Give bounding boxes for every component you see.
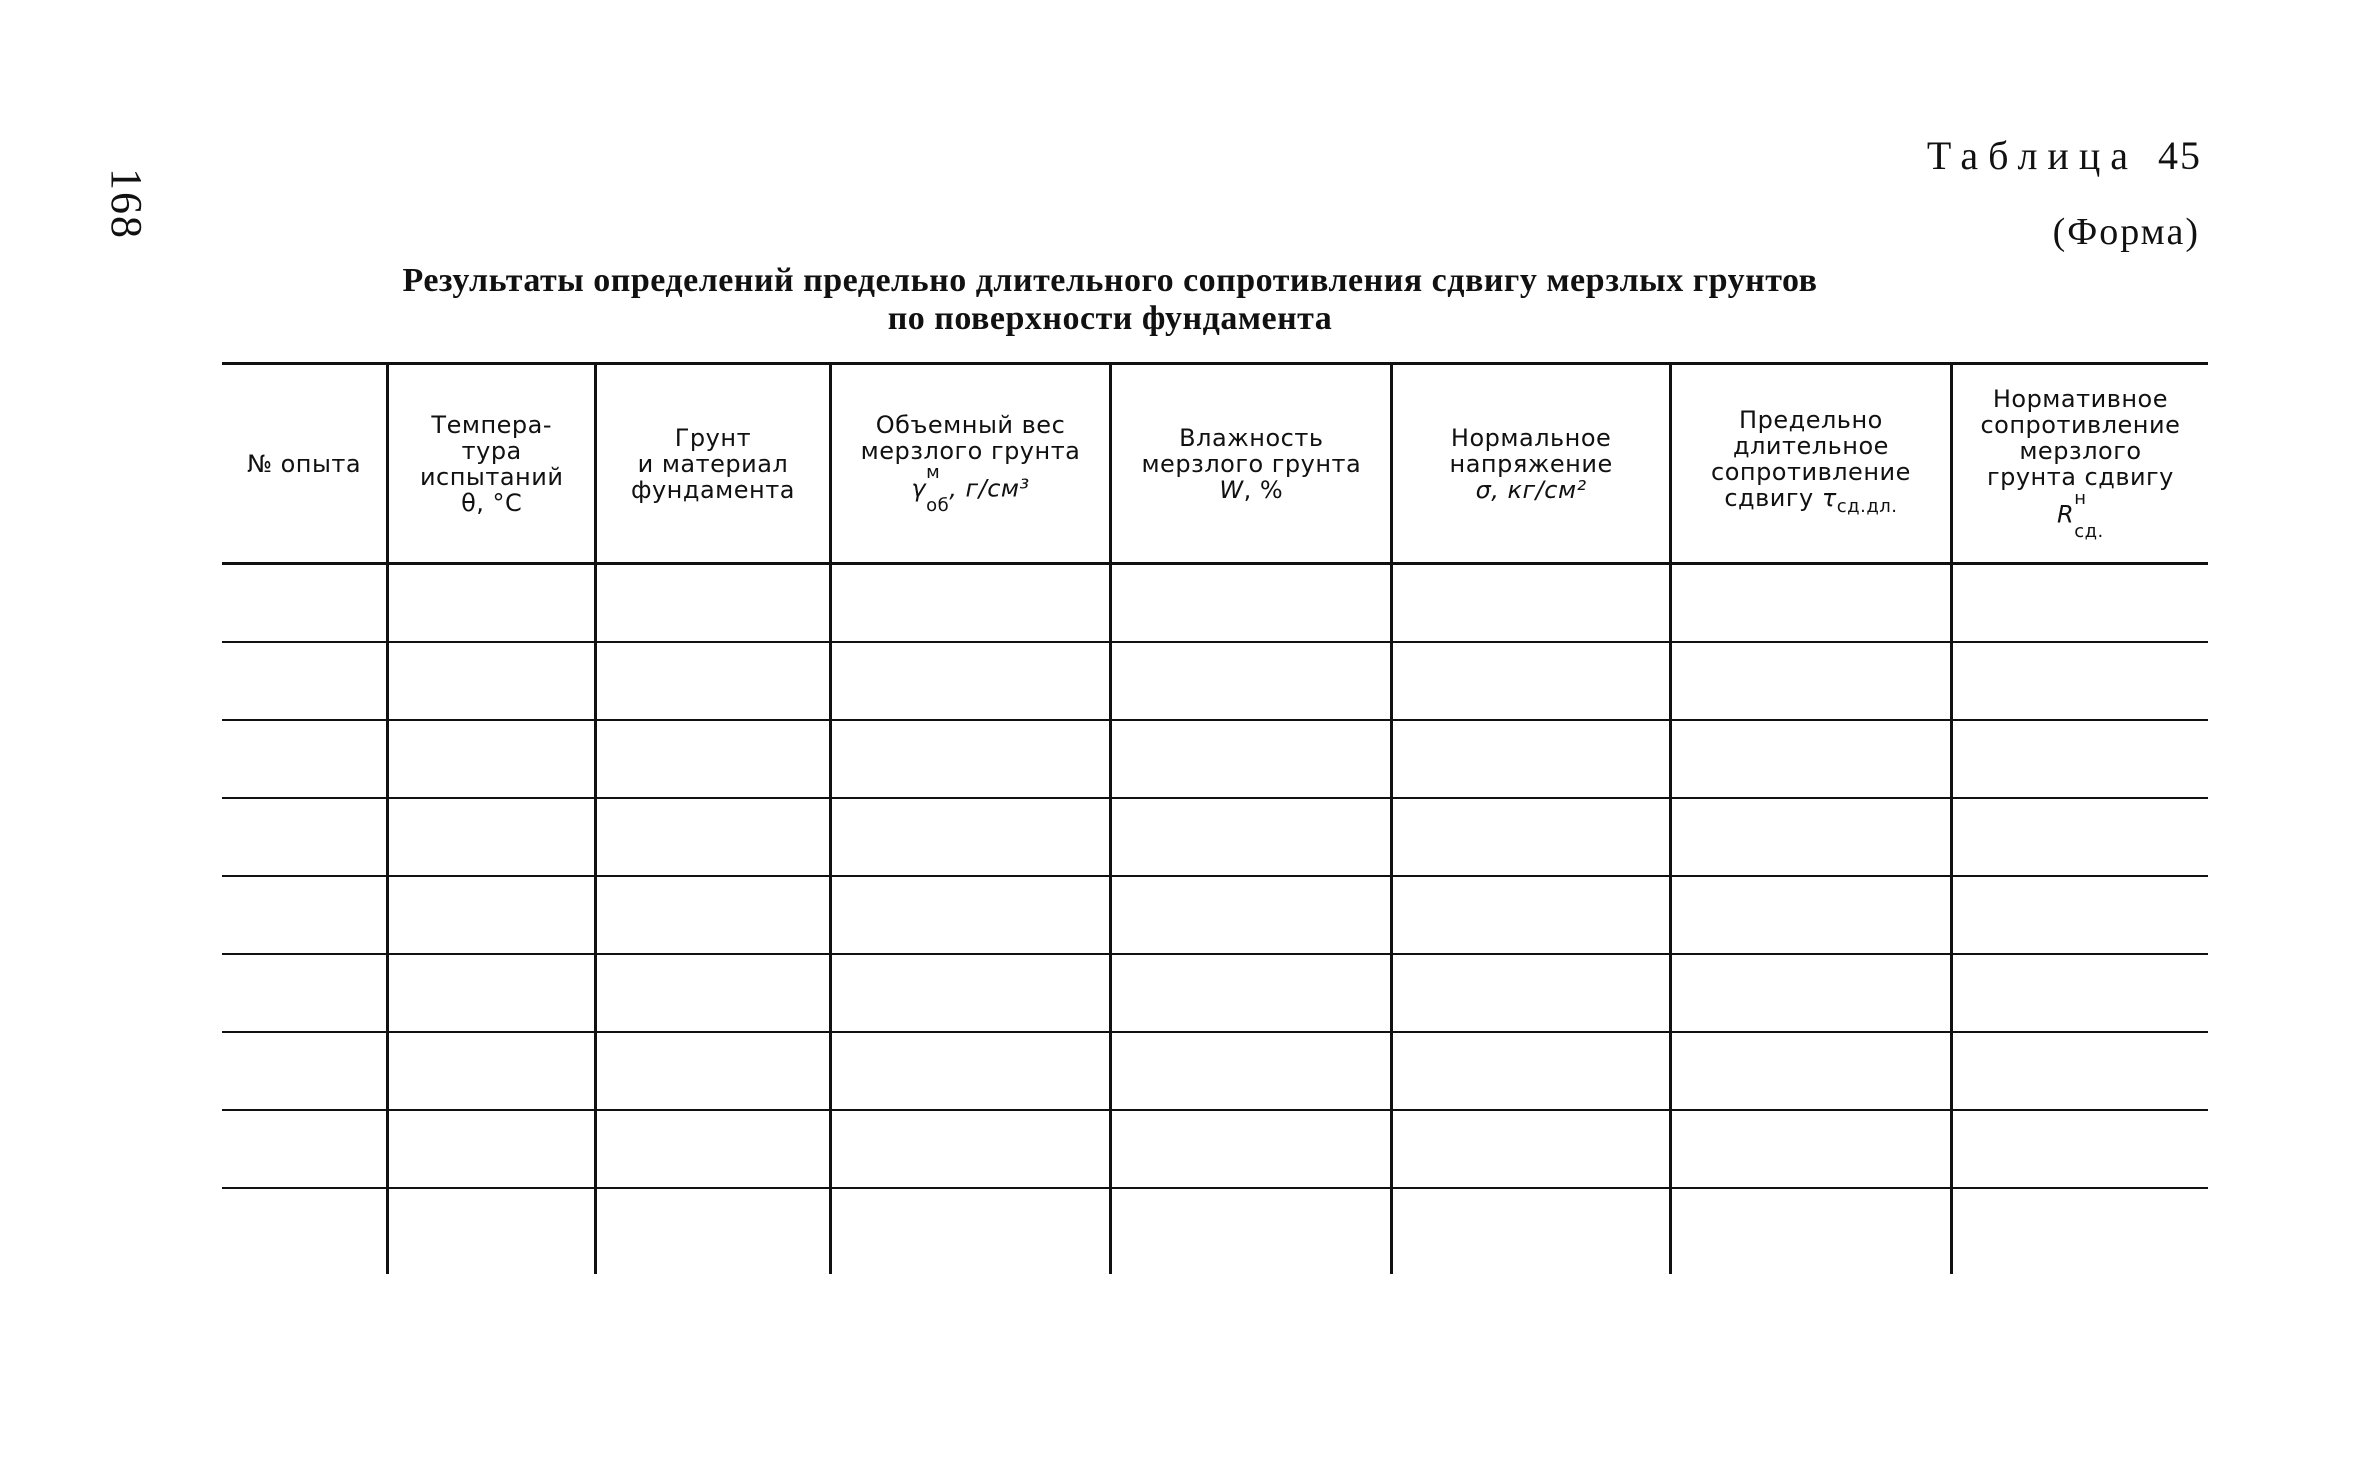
table-cell[interactable] xyxy=(1392,876,1671,954)
header-bulk-density-line-1: Объемный вес xyxy=(875,411,1066,440)
table-cell[interactable] xyxy=(830,642,1111,720)
table-cell[interactable] xyxy=(222,1032,388,1110)
table-cell[interactable] xyxy=(388,876,596,954)
header-temperature-line-4: θ, °С xyxy=(461,488,523,517)
table-row xyxy=(222,798,2208,876)
table-cell[interactable] xyxy=(222,876,388,954)
header-normative-shear xyxy=(1951,364,2208,564)
table-cell[interactable] xyxy=(1392,720,1671,798)
table-cell[interactable] xyxy=(830,1188,1111,1274)
table-cell[interactable] xyxy=(1392,1110,1671,1188)
table-cell[interactable] xyxy=(222,642,388,720)
bulk-density-unit: , г/см³ xyxy=(949,474,1030,503)
table-row xyxy=(222,954,2208,1032)
table-row xyxy=(222,1032,2208,1110)
table-cell[interactable] xyxy=(1111,954,1392,1032)
table-cell[interactable] xyxy=(1392,1188,1671,1274)
table-row xyxy=(222,642,2208,720)
header-temperature-line-3: испытаний xyxy=(419,462,564,491)
header-long-term-shear xyxy=(1671,364,1952,564)
table-cell[interactable] xyxy=(596,564,830,642)
gamma-subscript: об xyxy=(926,494,950,516)
header-bulk-density-line-2: мерзлого грунта xyxy=(860,437,1081,466)
normal-stress-unit: , кг/см² xyxy=(1491,475,1587,504)
table-cell[interactable] xyxy=(1111,564,1392,642)
table-cell[interactable] xyxy=(388,1110,596,1188)
header-normative-shear-line-1: Нормативное xyxy=(1992,385,2168,414)
table-cell[interactable] xyxy=(1951,1032,2208,1110)
table-cell[interactable] xyxy=(1951,1188,2208,1274)
gamma-superscript: м xyxy=(926,462,941,484)
table-cell[interactable] xyxy=(222,954,388,1032)
table-cell[interactable] xyxy=(1951,1110,2208,1188)
table-cell[interactable] xyxy=(222,1110,388,1188)
header-normal-stress-line-1: Нормальное xyxy=(1450,423,1612,452)
r-subscript: сд. xyxy=(2074,520,2104,542)
table-cell[interactable] xyxy=(388,1188,596,1274)
r-symbol: R xyxy=(2057,500,2075,529)
table-cell[interactable] xyxy=(830,798,1111,876)
header-experiment-number xyxy=(222,364,388,564)
table-cell[interactable] xyxy=(1111,1032,1392,1110)
header-soil-material-line-3: фундамента xyxy=(630,475,795,504)
table-cell[interactable] xyxy=(388,1032,596,1110)
table-cell[interactable] xyxy=(222,1188,388,1274)
table-row xyxy=(222,1110,2208,1188)
table-cell[interactable] xyxy=(1111,1188,1392,1274)
table-cell[interactable] xyxy=(596,1110,830,1188)
table-cell[interactable] xyxy=(830,564,1111,642)
table-row xyxy=(222,564,2208,642)
table-cell[interactable] xyxy=(222,564,388,642)
moisture-unit: , % xyxy=(1243,475,1284,504)
table-cell[interactable] xyxy=(1111,876,1392,954)
table-cell[interactable] xyxy=(596,720,830,798)
tau-symbol: τ xyxy=(1821,484,1837,513)
table-cell[interactable] xyxy=(596,798,830,876)
table-cell[interactable] xyxy=(388,954,596,1032)
table-cell[interactable] xyxy=(222,720,388,798)
moisture-symbol: W xyxy=(1219,475,1244,504)
table-title-line-1: Результаты определений предельно длительного сопротивления сдвигу мерзлых грунтов xyxy=(402,262,1818,299)
results-form-table xyxy=(222,362,2208,1274)
table-cell[interactable] xyxy=(1671,954,1952,1032)
table-label-word: Таблица xyxy=(1926,133,2138,178)
table-cell[interactable] xyxy=(830,1110,1111,1188)
form-label: (Форма) xyxy=(2052,211,2200,253)
table-cell[interactable] xyxy=(1951,876,2208,954)
table-cell[interactable] xyxy=(596,876,830,954)
header-moisture-formula xyxy=(1118,477,1384,503)
header-long-term-shear-formula xyxy=(1678,485,1944,520)
header-normative-shear-formula xyxy=(1959,490,2202,541)
table-cell[interactable] xyxy=(1392,564,1671,642)
header-normal-stress-formula xyxy=(1399,477,1663,503)
header-temperature-line-1: Темпера- xyxy=(431,410,552,439)
header-moisture xyxy=(1111,364,1392,564)
table-cell[interactable] xyxy=(1671,876,1952,954)
header-soil-material-line-2: и материал xyxy=(637,449,789,478)
table-cell[interactable] xyxy=(1111,720,1392,798)
table-cell[interactable] xyxy=(1671,798,1952,876)
header-normative-shear-line-4: грунта сдвигу xyxy=(1986,463,2174,492)
header-long-term-shear-line-1: Предельно xyxy=(1739,406,1883,435)
table-cell[interactable] xyxy=(1111,642,1392,720)
header-moisture-line-2: мерзлого грунта xyxy=(1141,449,1362,478)
table-title xyxy=(390,262,1830,338)
sigma-symbol: σ xyxy=(1475,475,1492,504)
form-table-body xyxy=(222,564,2208,1274)
table-number: 45 xyxy=(2158,133,2202,178)
table-cell[interactable] xyxy=(1951,720,2208,798)
table-cell[interactable] xyxy=(1671,720,1952,798)
table-cell[interactable] xyxy=(1671,1188,1952,1274)
header-long-term-shear-line-2: длительное xyxy=(1732,432,1889,461)
table-cell[interactable] xyxy=(1111,798,1392,876)
header-bulk-density-formula xyxy=(838,464,1104,515)
header-soil-material xyxy=(596,364,830,564)
table-cell[interactable] xyxy=(830,954,1111,1032)
table-cell[interactable] xyxy=(1111,1110,1392,1188)
table-cell[interactable] xyxy=(1671,1032,1952,1110)
table-cell[interactable] xyxy=(1671,642,1952,720)
table-cell[interactable] xyxy=(596,1188,830,1274)
table-cell[interactable] xyxy=(222,798,388,876)
table-cell[interactable] xyxy=(596,954,830,1032)
header-normative-shear-line-2: сопротивление xyxy=(1980,411,2181,440)
header-normal-stress xyxy=(1392,364,1671,564)
header-long-term-shear-line-3: сопротивление xyxy=(1711,458,1911,487)
header-temperature-line-2: тура xyxy=(461,436,522,465)
header-row xyxy=(222,364,2208,564)
tau-subscript: сд.дл. xyxy=(1836,495,1898,517)
header-temperature xyxy=(388,364,596,564)
table-cell[interactable] xyxy=(1951,642,2208,720)
r-superscript: н xyxy=(2074,488,2087,510)
table-cell[interactable] xyxy=(1951,798,2208,876)
table-cell[interactable] xyxy=(1392,798,1671,876)
table-cell[interactable] xyxy=(388,564,596,642)
table-cell[interactable] xyxy=(1671,564,1952,642)
table-cell[interactable] xyxy=(596,1032,830,1110)
table-cell[interactable] xyxy=(596,642,830,720)
table-cell[interactable] xyxy=(1392,1032,1671,1110)
header-experiment-number-text: № опыта xyxy=(247,449,362,478)
table-row xyxy=(222,876,2208,954)
table-cell[interactable] xyxy=(1951,954,2208,1032)
table-cell[interactable] xyxy=(388,642,596,720)
header-normal-stress-line-2: напряжение xyxy=(1449,449,1613,478)
table-cell[interactable] xyxy=(830,1032,1111,1110)
header-soil-material-line-1: Грунт xyxy=(674,423,752,452)
page-number: 168 xyxy=(102,168,151,240)
table-label xyxy=(1927,132,2202,179)
table-cell[interactable] xyxy=(830,720,1111,798)
table-row xyxy=(222,720,2208,798)
table-cell[interactable] xyxy=(830,876,1111,954)
table-cell[interactable] xyxy=(1671,1110,1952,1188)
table-cell[interactable] xyxy=(1951,564,2208,642)
header-normative-shear-line-3: мерзлого xyxy=(2019,437,2142,466)
table-cell[interactable] xyxy=(1392,642,1671,720)
table-cell[interactable] xyxy=(388,720,596,798)
header-long-term-shear-line-4: сдвигу xyxy=(1724,484,1814,513)
header-moisture-line-1: Влажность xyxy=(1179,423,1324,452)
table-title-line-2: по поверхности фундамента xyxy=(887,300,1333,337)
table-cell[interactable] xyxy=(1392,954,1671,1032)
table-row xyxy=(222,1188,2208,1274)
gamma-symbol: γ xyxy=(911,474,927,503)
table-cell[interactable] xyxy=(388,798,596,876)
header-bulk-density xyxy=(830,364,1111,564)
